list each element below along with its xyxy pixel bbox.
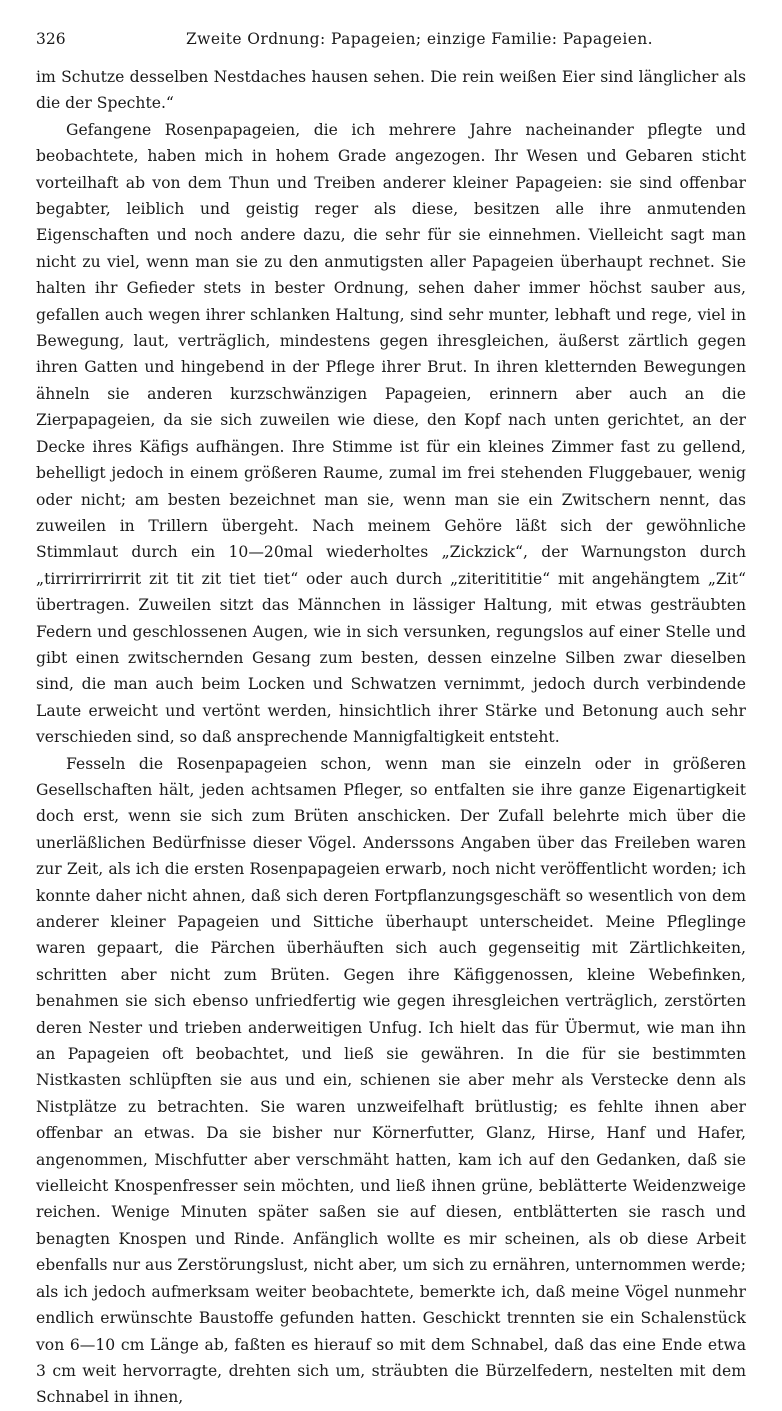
page-body xyxy=(36,64,746,1411)
page-number: 326 xyxy=(36,30,66,48)
paragraph-rosenpapageien-brueten: Fesseln die Rosenpapageien schon, wenn man sie einzeln oder in größeren Gesellschaften hält, jeden achtsamen Pfleger, so entfalten sie ihre ganze Eigenartigkeit doch erst, wenn sie sich zum Brüten anschicken. Der Zufall belehrte mich über die unerläßlichen Bedürfnisse dieser Vögel. Anderssons Angaben über das Freileben waren zur Zeit, als ich die ersten Rosenpapageien erwarb, noch nicht veröffentlicht worden; ich konnte daher nicht ahnen, daß sich deren Fortpflanzungsgeschäft so wesentlich von dem anderer kleiner Papageien und Sittiche überhaupt unterscheidet. Meine Pfleglinge waren gepaart, die Pärchen überhäuften sich auch gegenseitig mit Zärtlichkeiten, schritten aber nicht zum Brüten. Gegen ihre Käfiggenossen, kleine Webefinken, benahmen sie sich ebenso unfriedfertig wie gegen ihresgleichen verträglich, zerstörten deren Nester und trieben anderweitigen Unfug. Ich hielt das für Übermut, wie man ihn an Papageien oft beobachtet, und ließ sie gewähren. In die für sie bestimmten Nistkasten schlüpften sie aus und ein, schienen sie aber mehr als Verstecke denn als Nistplätze zu betrachten. Sie waren unzweifelhaft brütlustig; es fehlte ihnen aber offenbar an etwas. Da sie bisher nur Körnerfutter, Glanz, Hirse, Hanf und Hafer, angenommen, Mischfutter aber verschmäht hatten, kam ich auf den Gedanken, daß sie vielleicht Knospenfresser sein möchten, und ließ ihnen grüne, beblätterte Weidenzweige reichen. Wenige Minuten später saßen sie auf diesen, entblätterten sie rasch und benagten Knospen und Rinde. Anfänglich wollte es mir scheinen, als ob diese Arbeit ebenfalls nur aus Zerstörungslust, nicht aber, um sich zu ernähren, unternommen werde; als ich jedoch aufmerksam weiter beobachtete, bemerkte ich, daß meine Vögel nunmehr endlich erwünschte Baustoffe gefunden hatten. Geschickt trennten sie ein Schalenstück von 6—10 cm Länge ab, faßten es hierauf so mit dem Schnabel, daß das eine Ende etwa 3 cm weit hervorragte, drehten sich um, sträubten die Bürzelfedern, nestelten mit dem Schnabel in ihnen, xyxy=(36,754,746,1407)
page-header xyxy=(36,30,746,56)
paragraph-rosenpapageien-gefangenschaft: Gefangene Rosenpapageien, die ich mehrere Jahre nacheinander pflegte und beobachtete, haben mich in hohem Grade angezogen. Ihr Wesen und Gebaren sticht vorteilhaft ab von dem Thun und Treiben anderer kleiner Papageien: sie sind offenbar begabter, leiblich und geistig reger als diese, besitzen alle ihre anmutenden Eigenschaften und noch andere dazu, die sehr für sie einnehmen. Vielleicht sagt man nicht zu viel, wenn man sie zu den anmutigsten aller Papageien überhaupt rechnet. Sie halten ihr Gefieder stets in bester Ordnung, sehen daher immer höchst sauber aus, gefallen auch wegen ihrer schlanken Haltung, sind sehr munter, lebhaft und rege, viel in Bewegung, laut, verträglich, mindestens gegen ihresgleichen, äußerst zärtlich gegen ihren Gatten und hingebend in der Pflege ihrer Brut. In ihren kletternden Bewegungen ähneln sie anderen kurzschwänzigen Papageien, erinnern aber auch an die Zierpapageien, da sie sich zuweilen wie diese, den Kopf nach unten gerichtet, an der Decke ihres Käfigs aufhängen. Ihre Stimme ist für ein kleines Zimmer fast zu gellend, behelligt jedoch in einem größeren Raume, zumal im frei stehenden Fluggebauer, wenig oder nicht; am besten bezeichnet man sie, wenn man sie ein Zwitschern nennt, das zuweilen in Trillern übergeht. Nach meinem Gehöre läßt sich der gewöhnliche Stimmlaut durch ein 10—20mal wiederholtes „Zickzick“, der Warnungston durch „tirrirrirrirrit zit tit zit tiet tiet“ oder auch durch „ziteritititie“ mit angehängtem „Zit“ übertragen. Zuweilen sitzt das Männchen in lässiger Haltung, mit etwas gesträubten Federn und geschlossenen Augen, wie in sich versunken, regungslos auf einer Stelle und gibt einen zwitschernden Gesang zum besten, dessen einzelne Silben zwar dieselben sind, die man auch beim Locken und Schwatzen vernimmt, jedoch durch verbindende Laute erweicht und vertönt werden, hinsichtlich ihrer Stärke und Betonung auch sehr verschieden sind, so daß ansprechende Mannigfaltigkeit entsteht. xyxy=(36,120,746,747)
running-head: Zweite Ordnung: Papageien; einzige Familie: Papageien. xyxy=(186,30,654,48)
paragraph-continuation: im Schutze desselben Nestdaches hausen sehen. Die rein weißen Eier sind länglicher als die der Spechte.“ xyxy=(36,68,746,113)
